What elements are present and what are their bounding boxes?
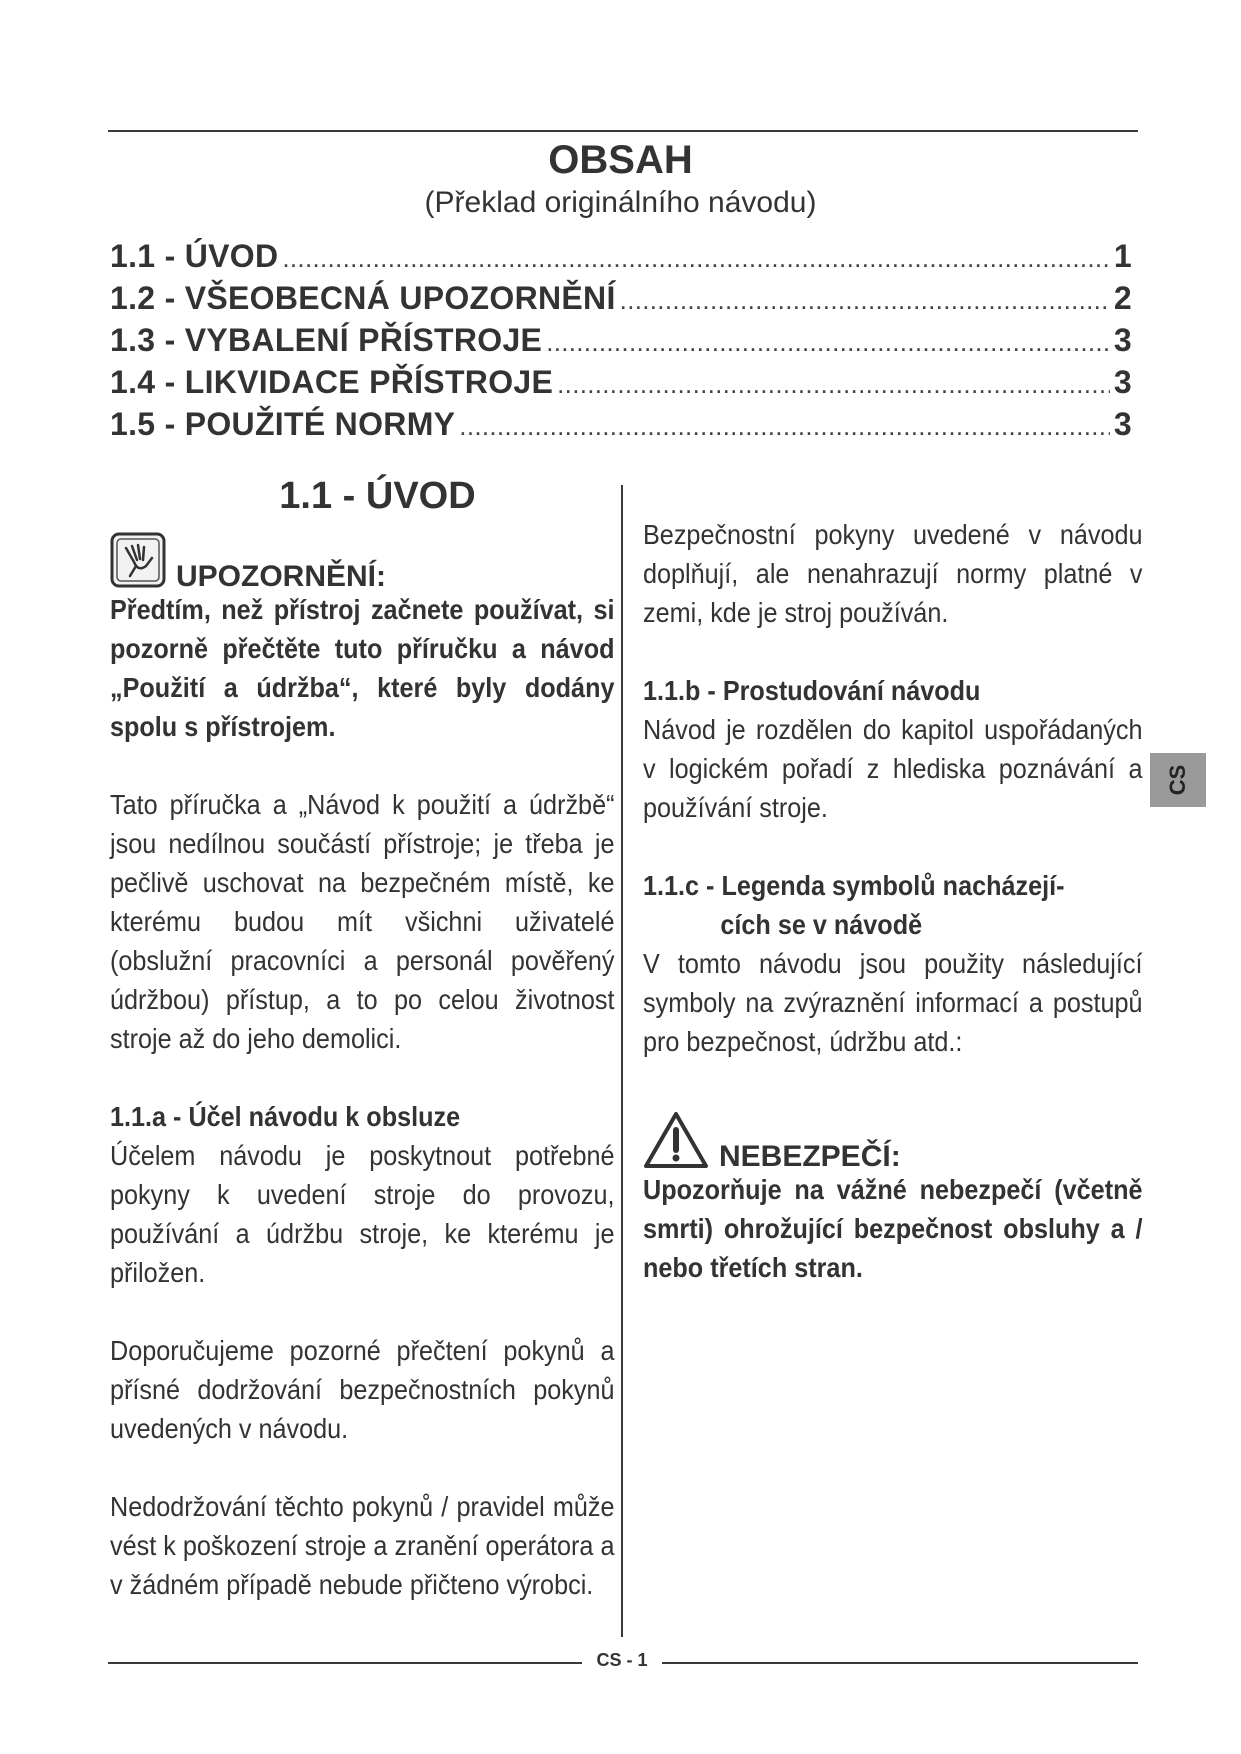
subsection-b-title: 1.1.b - Prostudování návodu (643, 675, 981, 706)
toc-entry-label: 1.1 - ÚVOD (110, 238, 279, 274)
toc-leader-dots (546, 327, 1110, 358)
toc-entry[interactable] (110, 322, 1132, 364)
toc-entry[interactable] (110, 238, 1132, 280)
page-number: CS - 1 (596, 1650, 648, 1670)
warning-header (110, 526, 615, 593)
subsection-c-title-line1: 1.1.c - Legenda symbolů nacházejí- (643, 870, 1065, 901)
toc-entry-page: 3 (1113, 322, 1132, 358)
subsection-b-text: Návod je rozdělen do kapitol uspořádaných v logickém pořadí z hlediska poznávání a používání stroje. (643, 714, 1143, 823)
footer-rule-left (108, 1662, 582, 1664)
danger-header (643, 1100, 1143, 1173)
page-title: OBSAH (548, 138, 693, 182)
warning-text: Předtím, než přístroj začnete používat, si pozorně přečtěte tuto příručku a návod „Použití a údržba“, které byly dodány spolu s přístrojem. (110, 594, 615, 742)
left-column (110, 475, 615, 1604)
toc-entry-page: 2 (1113, 280, 1132, 316)
toc-entry-label: 1.2 - VŠEOBECNÁ UPOZORNĚNÍ (110, 280, 616, 316)
toc-entry-page: 3 (1113, 406, 1132, 442)
toc-entry-label: 1.4 - LIKVIDACE PŘÍSTROJE (110, 364, 554, 400)
top-rule (108, 130, 1138, 132)
right-column (643, 515, 1143, 1287)
table-of-contents (110, 238, 1132, 448)
toc-entry[interactable] (110, 280, 1132, 322)
subsection-a-title: 1.1.a - Účel návodu k obsluze (110, 1101, 461, 1132)
toc-entry-label: 1.5 - POUŽITÉ NORMY (110, 406, 456, 442)
toc-leader-dots (459, 411, 1110, 442)
footer-rule-right (662, 1662, 1138, 1664)
toc-entry-page: 3 (1113, 364, 1132, 400)
toc-entry-page: 1 (1113, 238, 1132, 274)
language-side-tab-label: CS (1165, 764, 1190, 796)
column-divider (621, 485, 623, 1637)
toc-leader-dots (620, 285, 1110, 316)
toc-leader-dots (282, 243, 1110, 274)
section-heading: 1.1 - ÚVOD (279, 475, 476, 517)
page-subtitle: (Překlad originálního návodu) (424, 186, 817, 219)
warning-title: UPOZORNĚNÍ: (176, 560, 386, 593)
subsection-c-title-line2: cích se v návodě (720, 909, 923, 940)
intro-paragraph: Tato příručka a „Návod k použití a údržbě“ jsou nedílnou součástí přístroje; je třeba je pečlivě uschovat na bezpečném místě, ke kterému budou mít všichni uživatelé (obslužní pracovníci a personál pověřený údržbou) přístup, a to po celou životnost stroje až do jeho demolici. (110, 789, 615, 1054)
toc-entry[interactable] (110, 364, 1132, 406)
language-side-tab (1150, 753, 1206, 807)
subsection-a-text: Účelem návodu je poskytnout potřebné pokyny k uvedení stroje do provozu, používání a údržbu stroje, ke kterému je přiložen. (110, 1140, 615, 1288)
subsection-c-title (643, 866, 1143, 944)
danger-title: NEBEZPEČÍ: (719, 1140, 901, 1173)
danger-text: Upozorňuje na vážné nebezpečí (včetně smrti) ohrožující bezpečnost obsluhy a / nebo třetích stran. (643, 1174, 1143, 1283)
toc-leader-dots (557, 369, 1110, 400)
safety-paragraph: Bezpečnostní pokyny uvedené v návodu doplňují, ale nenahrazují normy platné v zemi, kde je stroj používán. (643, 519, 1143, 628)
noncompliance-paragraph: Nedodržování těchto pokynů / pravidel může vést k poškození stroje a zranění operátora a v žádném případě nebude přičteno výrobci. (110, 1491, 615, 1600)
hand-warning-icon (110, 532, 166, 590)
toc-entry[interactable] (110, 406, 1132, 448)
toc-entry-label: 1.3 - VYBALENÍ PŘÍSTROJE (110, 322, 543, 358)
danger-triangle-icon (643, 1110, 709, 1170)
recommendation-paragraph: Doporučujeme pozorné přečtení pokynů a přísné dodržování bezpečnostních pokynů uvedených v návodu. (110, 1335, 615, 1444)
subsection-c-text: V tomto návodu jsou použity následující symboly na zvýraznění informací a postupů pro bezpečnost, údržbu atd.: (643, 948, 1143, 1057)
